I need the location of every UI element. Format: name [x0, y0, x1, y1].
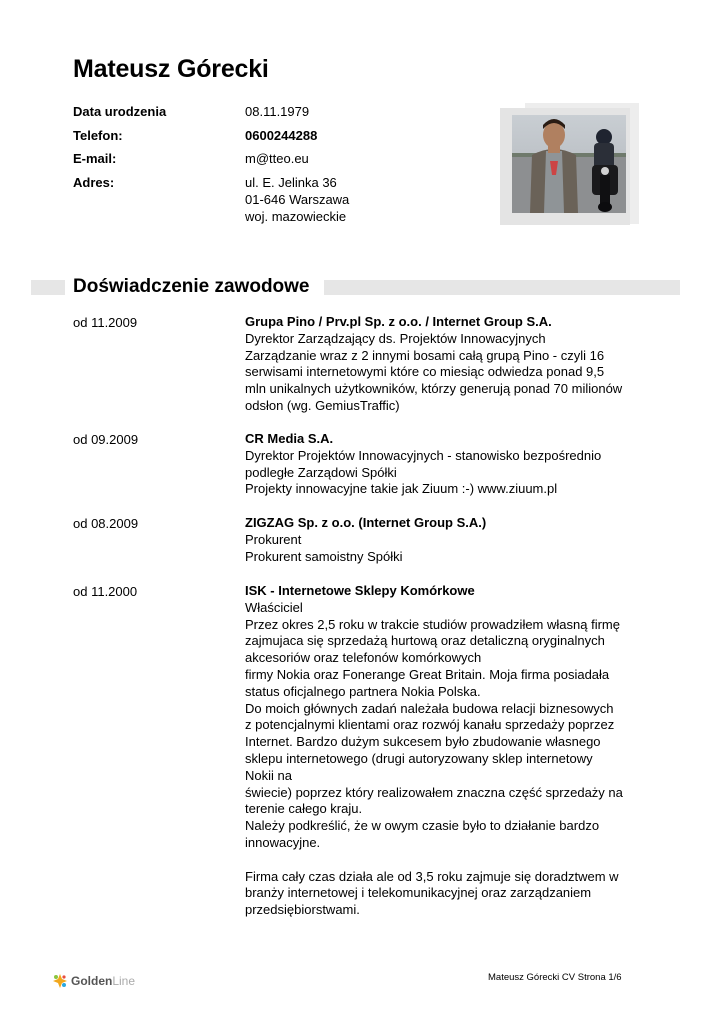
footer-page-info: Mateusz Górecki CV Strona 1/6	[488, 972, 622, 983]
job-date: od 08.2009	[73, 516, 139, 531]
job-line: świecie) poprzez który realizowałem znaczna część sprzedaży na	[245, 784, 623, 800]
job-line: branży internetowej i telekomunikacyjnej oraz zarządzaniem	[245, 885, 592, 901]
job-line: serwisami internetowymi które co miesiąc odwiedza ponad 9,5	[245, 364, 605, 380]
email-value: m@tteo.eu	[245, 151, 309, 166]
job-line: Internet. Bardzo dużym sukcesem było zbudowanie własnego	[245, 734, 601, 750]
job-line: akcesoriów oraz telefonów komórkowych	[245, 650, 482, 666]
job-line: Prokurent samoistny Spółki	[245, 548, 403, 564]
job-line: Przez okres 2,5 roku w trakcie studiów prowadziłem własną firmę	[245, 616, 620, 632]
section-bar-right	[324, 280, 680, 295]
job-line: terenie całego kraju.	[245, 801, 363, 817]
job-line: odsłon (wg. GemiusTraffic)	[245, 397, 400, 413]
job-line: sklepu internetowego (drugi autoryzowany sklep internetowy	[245, 750, 593, 766]
job-line: Zarządzanie wraz z 2 innymi bosami całą grupą Pino - czyli 16	[245, 347, 605, 363]
goldenline-logo-icon	[52, 973, 68, 989]
job-line: Należy podkreślić, że w owym czasie było to działanie bardzo	[245, 818, 600, 834]
job-line: firmy Nokia oraz Fonerange Great Britain. Moja firma posiadała	[245, 666, 610, 682]
job-company: Grupa Pino / Prv.pl Sp. z o.o. / Internet Group S.A.	[245, 314, 552, 329]
goldenline-logo	[52, 973, 135, 989]
job-date: od 11.2009	[73, 315, 138, 330]
job-line: zajmujaca się sprzedażą hurtową oraz detaliczną oryginalnych	[245, 633, 605, 649]
job-line: mln unikalnych użytkowników, którzy generują ponad 70 milionów	[245, 381, 623, 397]
job-line: innowacyjne.	[245, 834, 321, 850]
job-line: Dyrektor Zarządzający ds. Projektów Innowacyjnych	[245, 330, 546, 346]
address-line: 01-646 Warszawa	[245, 192, 350, 207]
job-entry	[245, 515, 645, 565]
address-line: ul. E. Jelinka 36	[245, 175, 337, 190]
job-date: od 09.2009	[73, 432, 139, 447]
address-line: woj. mazowieckie	[245, 209, 347, 224]
job-date: od 11.2000	[73, 584, 138, 599]
phone-label: Telefon:	[73, 128, 123, 143]
job-line: Dyrektor Projektów Innowacyjnych - stanowisko bezpośrednio	[245, 447, 602, 463]
section-bar-left	[31, 280, 65, 295]
job-company: CR Media S.A.	[245, 431, 334, 446]
job-company: ISK - Internetowe Sklepy Komórkowe	[245, 583, 475, 598]
email-label: E-mail:	[73, 151, 117, 166]
logo-text-main: Golden	[71, 974, 113, 988]
job-line: status oficjalnego partnera Nokia Polska.	[245, 683, 481, 699]
job-line: Do moich głównych zadań należała budowa relacji biznesowych	[245, 700, 614, 716]
job-line: Nokii na	[245, 767, 292, 783]
job-line: Właściciel	[245, 599, 303, 615]
job-line: Prokurent	[245, 531, 302, 547]
address-value	[245, 174, 349, 225]
job-line: Projekty innowacyjne takie jak Ziuum :-) www.ziuum.pl	[245, 481, 558, 497]
job-line: Firma cały czas działa ale od 3,5 roku zajmuje się doradztwem w	[245, 868, 619, 884]
birthdate-value: 08.11.1979	[245, 104, 310, 119]
job-line: z potencjalnymi klientami oraz rozwój kanału sprzedaży poprzez	[245, 717, 615, 733]
profile-photo	[512, 115, 626, 213]
birthdate-label: Data urodzenia	[73, 104, 167, 119]
address-label: Adres:	[73, 175, 115, 190]
job-entry	[245, 583, 645, 919]
phone-value: 0600244288	[245, 128, 318, 143]
person-name: Mateusz Górecki	[73, 55, 269, 83]
job-entry	[245, 431, 645, 498]
logo-text-sub: Line	[112, 974, 136, 988]
section-title: Doświadczenie zawodowe	[73, 276, 310, 297]
job-line: przedsiębiorstwami.	[245, 902, 360, 918]
paragraph-spacer	[245, 852, 645, 869]
job-line: podległe Zarządowi Spółki	[245, 464, 397, 480]
job-company: ZIGZAG Sp. z o.o. (Internet Group S.A.)	[245, 515, 487, 530]
job-entry	[245, 314, 645, 415]
